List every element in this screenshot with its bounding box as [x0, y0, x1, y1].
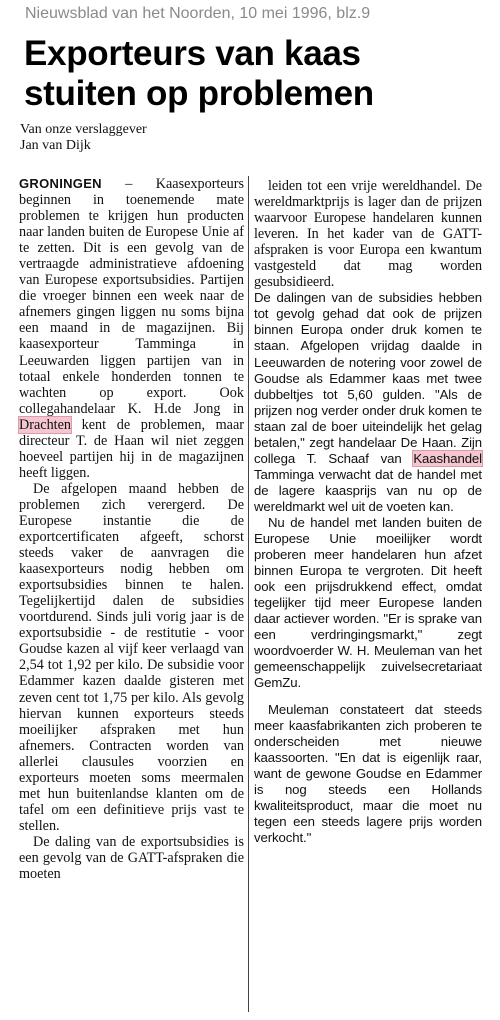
highlight-drachten: Drachten [19, 416, 71, 433]
paragraph-1-text-a: – Kaasexporteurs beginnen in toenemende mate problemen te krijgen hun producten naar landen buiten de Europese Unie af te zetten. Dit is een gevolg van de vertraagde administratieve afdoening van Europese exportsubsidies. Partijen die vroeger binnen een week naar de afnemers gingen liggen nu soms bijna een maand in de magazijnen. Bij kaasexporteur Tamminga in Leeuwarden liggen partijen van in totaal enkele honderden tonnen te wachten op export. Ook collegahandelaar K. H.de Jong in [19, 176, 244, 417]
article-column-2 [254, 178, 482, 846]
article-column-1 [19, 176, 244, 883]
paragraph-3-continued: leiden tot een vrije wereldhandel. De wereldmarktprijs is lager dan de prijzen waarvoor Europese handelaren kunnen leveren. In het kader van de GATT-afspraken is voor Europa een kwantum vastgesteld dat mag worden gesubsidieerd. [254, 178, 482, 291]
column-divider [248, 176, 249, 1012]
paragraph-4-text-b: Tamminga verwacht dat de handel met de lagere kaasprijs van nu op de wereldmarkt wel uit de voeten kan. [254, 466, 482, 514]
paragraph-4-text-a: De dalingen van de subsidies hebben tot gevolg gehad dat ook de prijzen binnen Europa onder druk komen te staan. Afgelopen vrijdag daalde in Leeuwarden de notering voor zowel de Goudse als Edammer kaas met twee dubbeltjes tot 5,60 gulden. "Als de prijzen nog verder onder druk komen te staan zal de boer uiteindelijk het gelag betalen," zegt handelaar De Haan. Zijn collega T. Schaaf van [254, 290, 482, 466]
highlight-kaashandel: Kaashandel [413, 450, 482, 466]
paragraph-4 [254, 290, 482, 515]
paragraph-1 [19, 176, 244, 481]
byline [20, 122, 320, 154]
headline-line-1: Exporteurs van kaas [24, 34, 361, 73]
paragraph-3: De daling van de exportsubsidies is een gevolg van de GATT-afspraken die moeten [19, 833, 244, 883]
headline [24, 34, 494, 114]
paragraph-5: Nu de handel met landen buiten de Europese Unie moeilijker wordt proberen meer handelaren hun afzet binnen Europa te vergroten. Dit heeft ook een prijsdrukkend effect, omdat tegelijker tijd meer Europese landen daar actiever worden. "Er is sprake van een verdringingsmarkt," zegt woordvoerder W. H. Meuleman van het gemeenschappelijk zuivelsecretariaat GemZu. [254, 514, 482, 691]
source-line: Nieuwsblad van het Noorden, 10 mei 1996, blz.9 [25, 5, 371, 22]
byline-author: Jan van Dijk [20, 138, 91, 153]
dateline: GRONINGEN [19, 176, 102, 191]
paragraph-1-text-b: kent de problemen, maar directeur T. de Haan wil niet zeggen hoeveel partijen hij in de magazijnen heeft liggen. [19, 416, 244, 481]
paragraph-6: Meuleman constateert dat steeds meer kaasfabrikanten zich proberen te onderscheiden met nieuwe kaassoorten. "En dat is eigenlijk raar, want de gewone Goudse en Edammer is nog steeds een Hollands kwaliteitsproduct, maar die moet nu tegen een steeds lagere prijs worden verkocht." [254, 701, 482, 845]
byline-role: Van onze verslaggever [20, 122, 147, 137]
headline-line-2: stuiten op problemen [24, 74, 374, 113]
paragraph-2: De afgelopen maand hebben de problemen zich verergerd. De Europese instantie die de exportcertificaten afgeeft, schorst steeds vaker de aanvragen die kaasexporteurs nodig hebben om exportsubsidies binnen te halen. Tegelijkertijd dalen de subsidies voortdurend. Sinds juli vorig jaar is de exportsubsidie - de restitutie - voor Goudse kazen al vijf keer verlaagd van 2,54 tot 1,92 per kilo. De subsidie voor Edammer kazen daalde gisteren met zeven cent tot 1,75 per kilo. Als gevolg hiervan kunnen exporteurs steeds moeilijker afspraken met hun afnemers. Contracten worden van allerlei clausules voorzien en exporteurs moeten soms meermalen met hun buitenlandse klanten om de tafel om een definitieve prijs vast te stellen. [19, 480, 244, 834]
